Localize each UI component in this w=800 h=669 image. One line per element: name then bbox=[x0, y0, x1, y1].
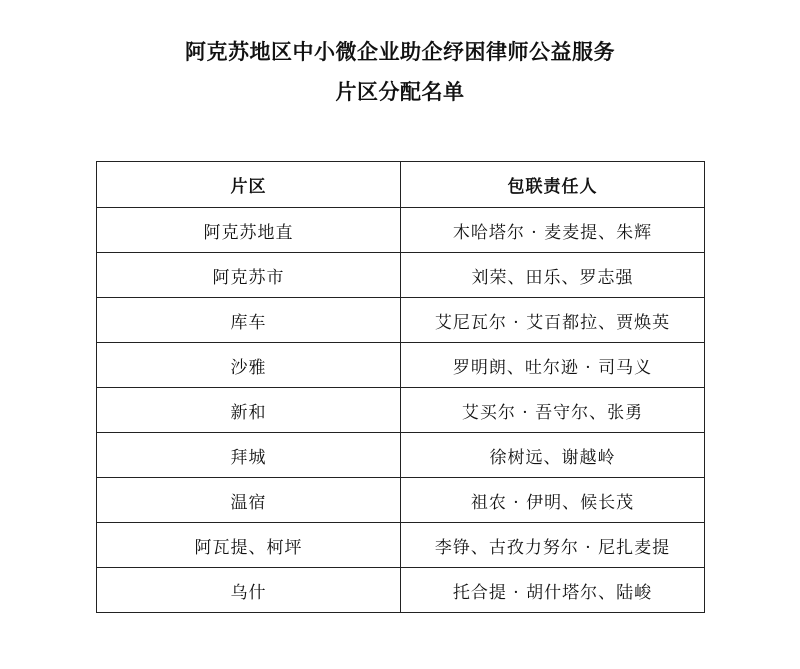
header-responsible-persons: 包联责任人 bbox=[401, 162, 705, 208]
table-row bbox=[97, 568, 705, 613]
persons-cell: 艾尼瓦尔 · 艾百都拉、贾焕英 bbox=[401, 298, 705, 343]
region-cell: 库车 bbox=[97, 298, 401, 343]
table-row bbox=[97, 478, 705, 523]
persons-cell: 刘荣、田乐、罗志强 bbox=[401, 253, 705, 298]
table-row bbox=[97, 343, 705, 388]
region-cell: 拜城 bbox=[97, 433, 401, 478]
region-cell: 新和 bbox=[97, 388, 401, 433]
table-row bbox=[97, 298, 705, 343]
table-row bbox=[97, 388, 705, 433]
persons-cell: 艾买尔 · 吾守尔、张勇 bbox=[401, 388, 705, 433]
persons-cell: 祖农 · 伊明、候长茂 bbox=[401, 478, 705, 523]
persons-cell: 徐树远、谢越岭 bbox=[401, 433, 705, 478]
persons-cell: 李铮、古孜力努尔 · 尼扎麦提 bbox=[401, 523, 705, 568]
persons-cell: 罗明朗、吐尔逊 · 司马义 bbox=[401, 343, 705, 388]
title-line-2: 片区分配名单 bbox=[335, 80, 465, 104]
title-line-1: 阿克苏地区中小微企业助企纾困律师公益服务 bbox=[185, 40, 615, 64]
table-row bbox=[97, 523, 705, 568]
table-row bbox=[97, 433, 705, 478]
assignment-table bbox=[96, 161, 705, 613]
region-cell: 阿克苏地直 bbox=[97, 208, 401, 253]
table-header-row bbox=[97, 162, 705, 208]
region-cell: 沙雅 bbox=[97, 343, 401, 388]
document-title bbox=[0, 32, 800, 112]
persons-cell: 木哈塔尔 · 麦麦提、朱辉 bbox=[401, 208, 705, 253]
region-cell: 温宿 bbox=[97, 478, 401, 523]
region-cell: 阿克苏市 bbox=[97, 253, 401, 298]
table-row bbox=[97, 253, 705, 298]
region-cell: 乌什 bbox=[97, 568, 401, 613]
header-region: 片区 bbox=[97, 162, 401, 208]
persons-cell: 托合提 · 胡什塔尔、陆峻 bbox=[401, 568, 705, 613]
region-cell: 阿瓦提、柯坪 bbox=[97, 523, 401, 568]
table-row bbox=[97, 208, 705, 253]
